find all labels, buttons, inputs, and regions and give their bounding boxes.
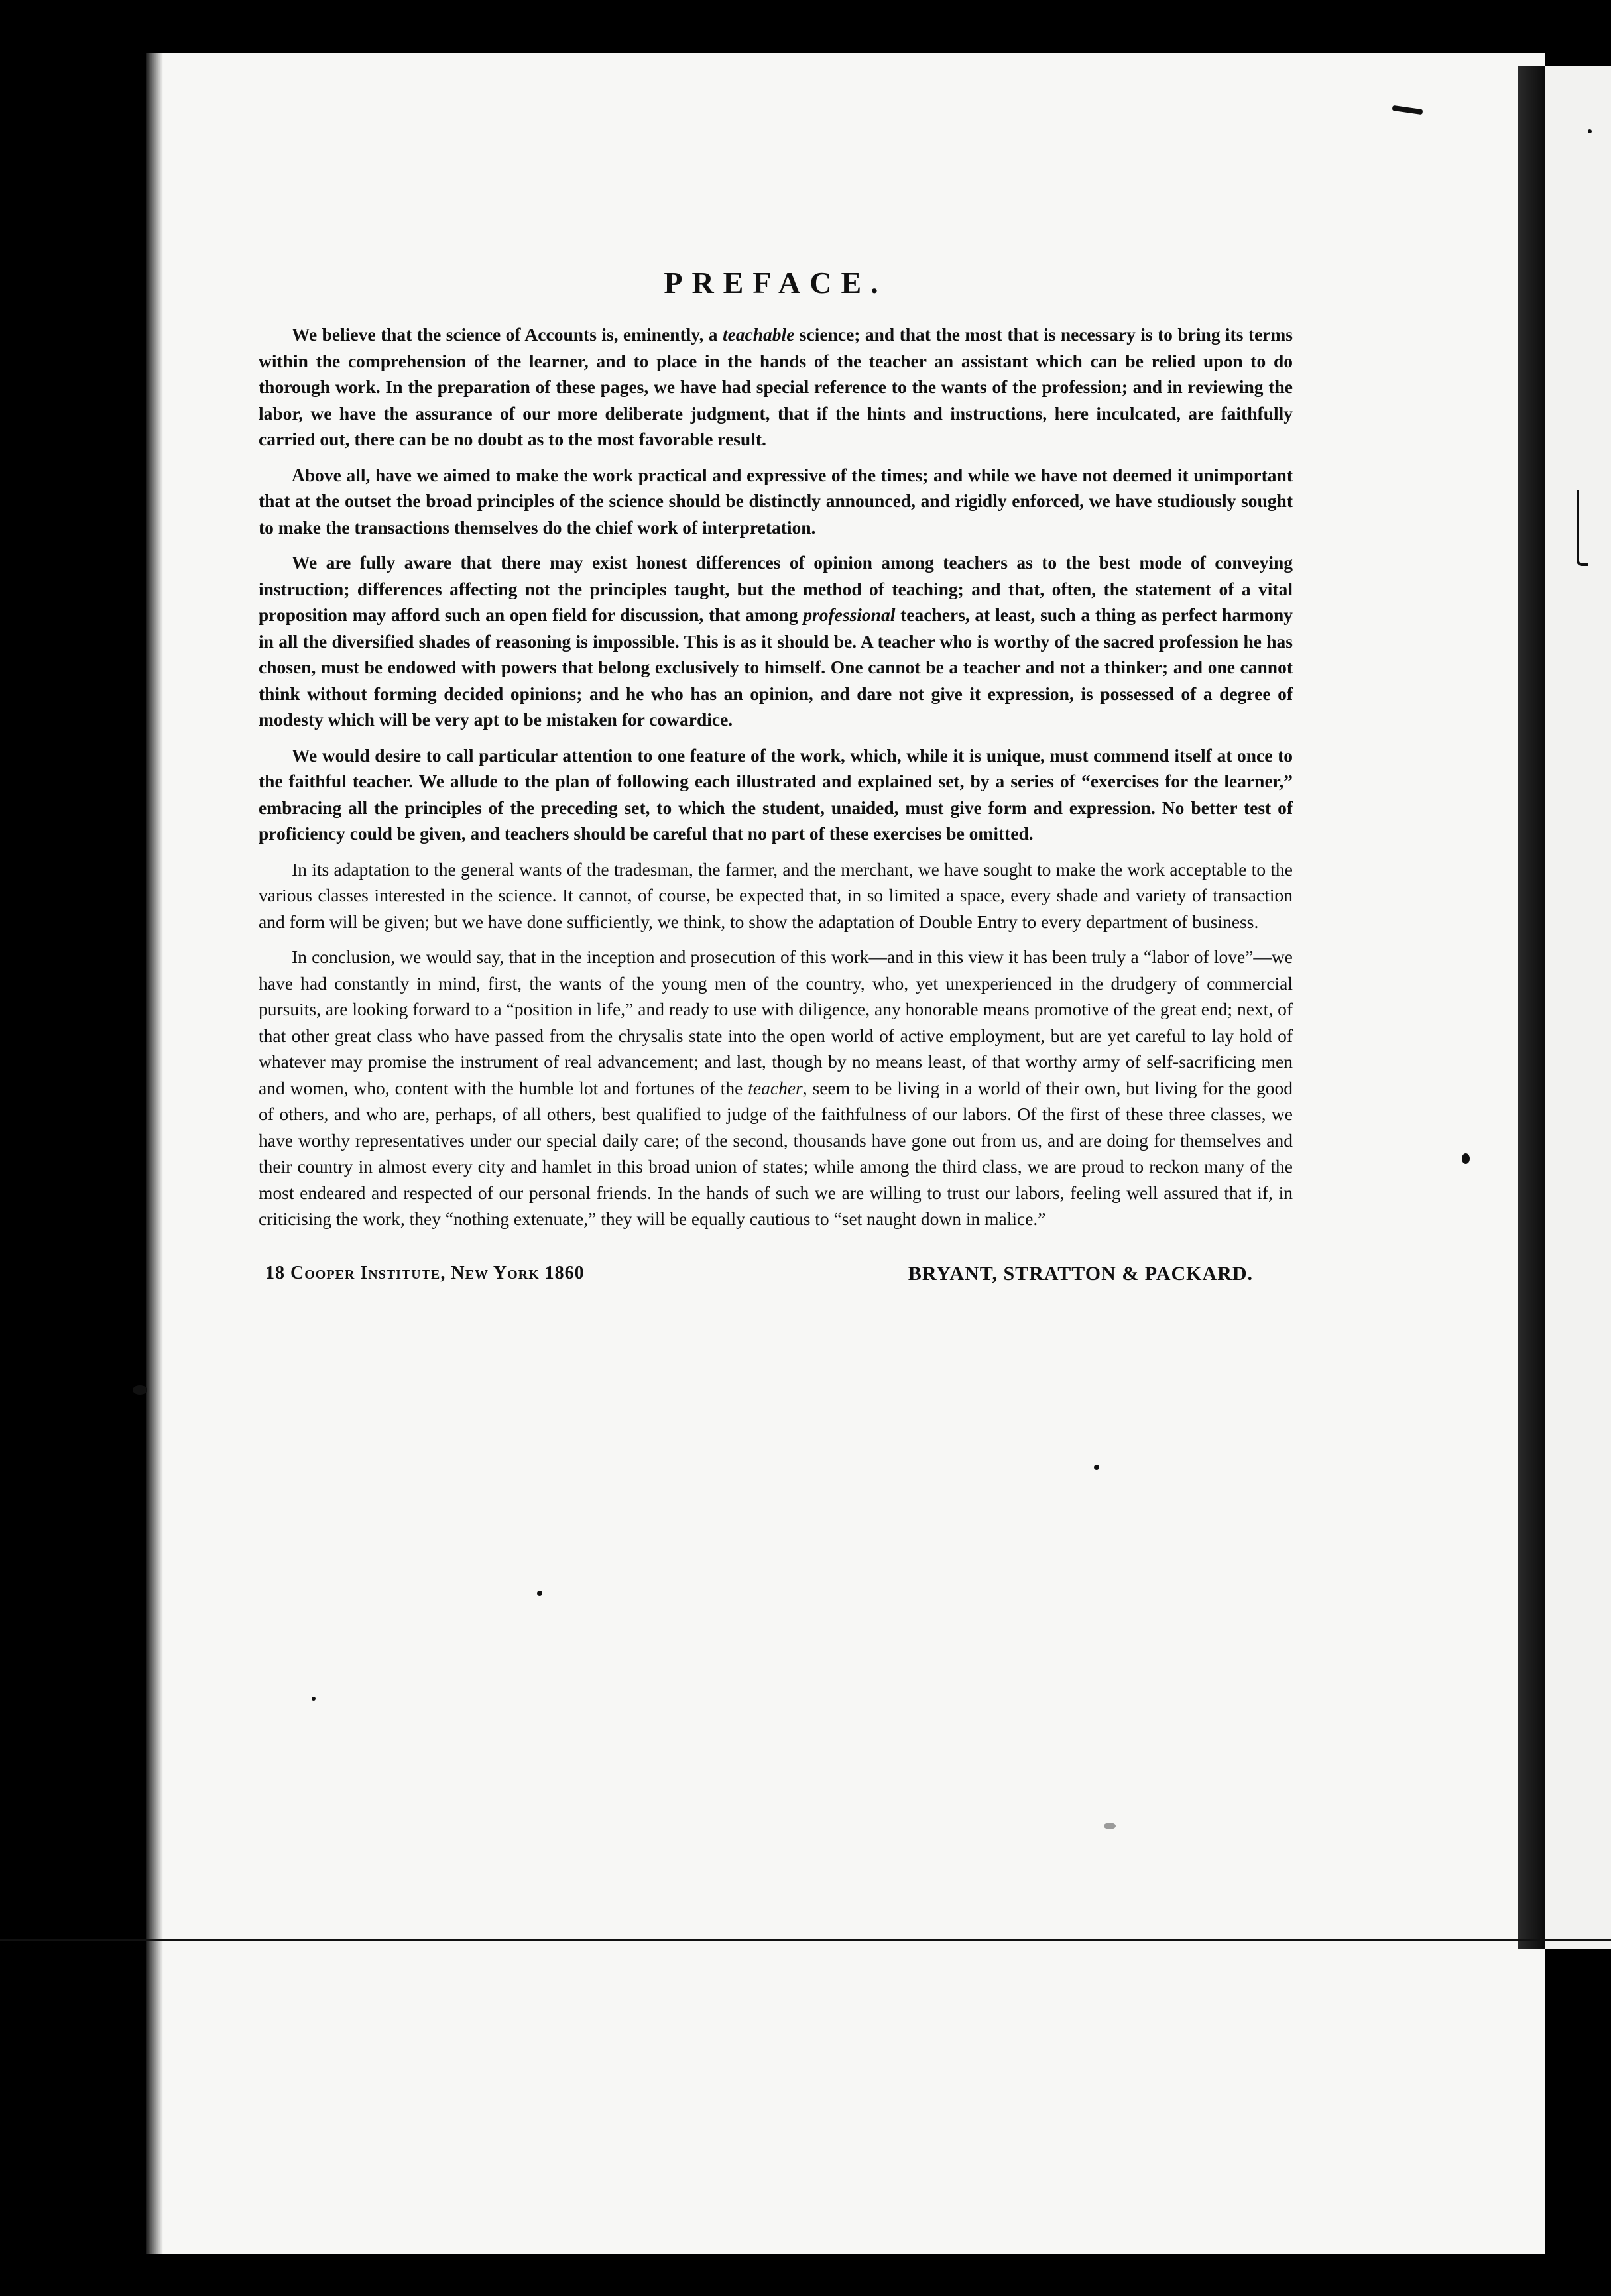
margin-bracket-mark xyxy=(1577,490,1588,566)
paragraph-6-text-a: In conclusion, we would say, that in the inception and prosecution of this work—and in this view it has been truly a “labor of love”—we have had constantly in mind, first, the wants of the young men of the country, who, yet unexperienced in the drudgery of commercial pursuits, are looking forward to a “position in life,” and ready to use with diligence, any honorable means promotive of the great end; next, of that other great class who have passed from the chrysalis state into the open world of active employment, but are yet careful to lay hold of whatever may promise the instrument of real advancement; and last, though by no means least, of that worthy army of self-sacrificing men and women, who, content with the humble lot and fortunes of the xyxy=(259,947,1293,1098)
page-title: PREFACE. xyxy=(664,266,888,300)
paragraph-1-text-a: We believe that the science of Accounts is, eminently, a xyxy=(292,324,723,345)
paragraph-4: We would desire to call particular attention to one feature of the work, which, while it is unique, must commend itself at once to the faithful teacher. We allude to the plan of following each illustrated and explained set, by a series of “exercises for the learner,” embracing all the principles of the preceding set, to which the student, unaided, must give form and expression. No better test of proficiency could be given, and teachers should be careful that no part of these exercises be omitted. xyxy=(259,744,1293,844)
paragraph-1-emphasis: teachable xyxy=(722,324,795,345)
scan-speck xyxy=(1588,129,1592,133)
paragraph-6-text-b: , seem to be living in a world of their own, but living for the good of others, and who are, perhaps, of all others, best qualified to judge of the faithfulness of our labors. Of the first of these three classes, we have worthy representatives under our special daily care; of the second, thousands have gone out from us, and are doing for themselves and their country in almost every city and hamlet in this broad union of states; while among the third class, we are proud to reckon many of the most endeared and respected of our personal friends. In the hands of such we are willing to trust our labors, feeling well assured that if, in criticising the work, they “nothing extenuate,” they will be equally cautious to “set naught down in malice.” xyxy=(259,1077,1293,1229)
page-left-edge-shadow xyxy=(146,53,163,2254)
paragraph-1-text-b: science; and that the most that is necessary is to bring its terms within the comprehension of the learner, and to place in the hands of the teacher an assistant which can be relied upon to do thorough work. In the preparation of these pages, we have had special reference to the wants of the profession; and in reviewing the labor, we have the assurance of our more deliberate judgment, that if the hints and instructions, here inculcated, are faithfully carried out, there can be no doubt as to the most favorable result. xyxy=(259,324,1293,449)
paragraph-3-emphasis: professional xyxy=(803,604,896,625)
paragraph-2: Above all, have we aimed to make the work practical and expressive of the times; and while we have not deemed it unimportant that at the outset the broad principles of the science should be distinctly announced, and rigidly enforced, we have studiously sought to make the transactions themselves do the chief work of interpretation. xyxy=(259,464,1293,538)
paragraph-3-text-a: We are fully aware that there may exist honest differences of opinion among teachers as to the best mode of conveying instruction; differences affecting not the principles taught, but the method of teaching; and that, often, the statement of a vital proposition may afford such an open field for discussion, that among xyxy=(259,552,1293,625)
footer-signature: BRYANT, STRATTON & PACKARD. xyxy=(908,1262,1253,1285)
scan-speck xyxy=(133,1385,147,1395)
paragraph-6 xyxy=(259,944,1293,1232)
scan-speck xyxy=(312,1697,316,1701)
scan-speck xyxy=(1094,1465,1099,1470)
scan-speck xyxy=(1462,1153,1470,1164)
paragraph-1 xyxy=(259,321,1293,453)
preface-footer xyxy=(259,1263,1293,1296)
adjacent-page-strip xyxy=(1545,66,1611,1949)
scan-speck xyxy=(537,1591,542,1596)
preface-content xyxy=(259,265,1293,1296)
footer-address: 18 Cooper Institute, New York 1860 xyxy=(265,1262,585,1283)
page-binding-shadow xyxy=(1518,66,1545,1949)
fold-line xyxy=(0,1939,1611,1941)
scan-speck xyxy=(1104,1823,1116,1829)
paragraph-3-text-b: teachers, at least, such a thing as perfect harmony in all the diversified shades of reasoning is impossible. This is as it should be. A teacher who is worthy of the sacred profession he has chosen, must be endowed with powers that belong exclusively to himself. One cannot be a teacher and not a thinker; and one cannot think without forming decided opinions; and he who has an opinion, and dare not give it expression, is possessed of a degree of modesty which will be very apt to be mistaken for cowardice. xyxy=(259,604,1293,730)
paragraph-6-emphasis: teacher xyxy=(748,1077,803,1098)
paragraph-5: In its adaptation to the general wants of the tradesman, the farmer, and the merchant, we have sought to make the work acceptable to the various classes interested in the science. It cannot, of course, be expected that, in so limited a space, every shade and variety of transaction and form will be given; but we have done sufficiently, we think, to show the adaptation of Double Entry to every department of business. xyxy=(259,858,1293,932)
paragraph-3 xyxy=(259,549,1293,733)
